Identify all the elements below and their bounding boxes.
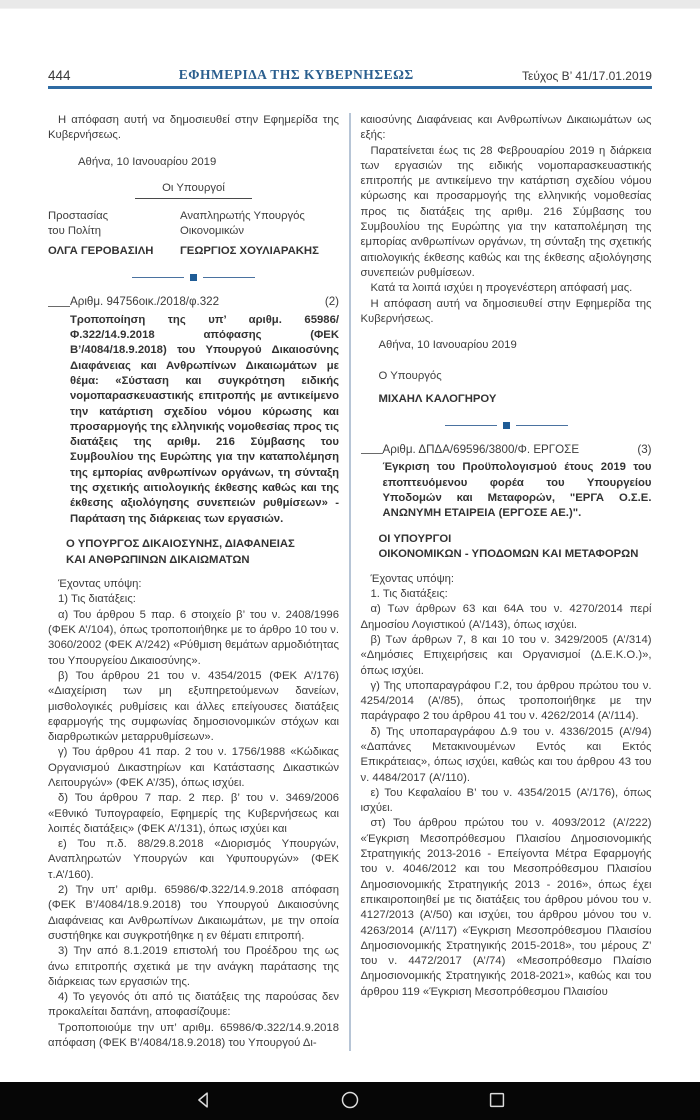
paragraph: Η απόφαση αυτή να δημοσιευθεί στην Εφημερίδα της Κυβερνήσεως. (48, 114, 339, 142)
paragraph: γ) Του άρθρου 41 παρ. 2 του ν. 1756/1988 «Κώδικας Οργανισμού Δικαστηρίων και Κατάστασης Δικαστικών Λειτουργών» (ΦΕΚ Α’/35), όπως ισχύει. (48, 746, 339, 789)
paragraph: Παρατείνεται έως τις 28 Φεβρουαρίου 2019 η διάρκεια των εργασιών της ειδικής νομοπαρασκευαστικής επιτροπής με αντικείμενο την κατάρτιση σχεδίου νόμου κύρωσης και προσαρμογής της ελληνικής νομοθεσίας προς τις διατάξεις της αριθμ. 216 Σύμβασης του Συμβουλίου της Ευρώπης για την καταπολέμηση της εμπορίας ανθρωπίνων οργάνων, τη σύνταξη της σχετικής αιτιολογικής έκθεσης καθώς και της έκθεσης αξιολόγησης συνεπειών ρυθμίσεων. (360, 144, 652, 279)
document-viewport[interactable] (0, 67, 700, 1051)
document-title: Τροποποίηση της υπ’ αριθμ. 65986/Φ.322/14.9.2018 απόφασης (ΦΕΚ Β’/4084/18.9.2018) του Υπουργού Δικαιοσύνης Διαφάνειας και Ανθρωπίνων Δικαιωμάτων με θέμα: «Σύσταση και συγκρότηση ειδικής νομοπαρασκευαστικής επιτροπής με αντικείμενο την κατάρτιση σχεδίου νόμου κύρωσης και προσαρμογής της ελληνικής νομοθεσίας προς τις διατάξεις της αριθμ. 216 Σύμβασης του Συμβουλίου της Ευρώπης για την καταπολέμηση της εμπορίας ανθρωπίνων οργάνων, τη σύνταξη της σχετικής αιτιολογικής έκθεσης καθώς και της έκθεσης αξιολόγησης συνεπειών ρυθμίσεων» - Παράταση της διάρκειας των εργασιών. (70, 313, 339, 525)
paragraph: στ) Του άρθρου πρώτου του ν. 4093/2012 (Α’/222) «Έγκριση Μεσοπρόθεσμου Πλαισίου Δημοσιονομικής Στρατηγικής 2013-2016 - Επείγοντα Μέτρα Εφαρμογής του ν. 4046/2012 και του Μεσοπρόθεσμου Πλαισίου Δημοσιονομικής Στρατηγικής 2013 - 2016», όπως έχει επικαιροποιηθεί με τις διατάξεις του άρθρου μόνου του ν. 4127/2013 (Α’/50) και ισχύει, του άρθρου μόνου του ν. 4263/2014 (Α’/117) «Έγκριση Μεσοπρόθεσμου Πλαισίου Δημοσιονομικής Στρατηγικής 2015-2018», του μέρους Ζ’ του ν. 4472/2017 (Α’/74) «Μεσοπρόθεσμο Πλαίσιο Δημοσιονομικής Στρατηγικής 2018-2021», καθώς και του άρθρου 119 «Έγκριση Μεσοπρόθεσμου Πλαισίου (360, 817, 652, 998)
back-button[interactable] (192, 1089, 214, 1114)
document-number: Αριθμ. ΔΠΔΑ/69596/3800/Φ. ΕΡΓΟΣΕ (382, 443, 580, 457)
paragraph: α) Των άρθρων 63 και 64Α του ν. 4270/2014 περί Δημοσίου Λογιστικού (Α’/143), όπως ισχύει. (360, 603, 652, 631)
paragraph: 1. Τις διατάξεις: (370, 588, 448, 601)
paragraph: ε) Του π.δ. 88/29.8.2018 «Διορισμός Υπουργών, Αναπληρωτών Υπουργών και Υφυπουργών» (ΦΕΚ τ.Α’/160). (48, 838, 339, 881)
divider-square-icon (503, 422, 510, 429)
recents-button[interactable] (486, 1089, 508, 1114)
paragraph: Κατά τα λοιπά ισχύει η προγενέστερη απόφασή μας. (370, 282, 633, 295)
gazette-header (48, 67, 652, 83)
paragraph: ε) Του Κεφαλαίου Β’ του ν. 4354/2015 (Α’/176), όπως ισχύει. (360, 786, 652, 815)
paragraph: Η απόφαση αυτή να δημοσιευθεί στην Εφημερίδα της Κυβερνήσεως. (360, 297, 652, 325)
home-button[interactable] (339, 1089, 361, 1114)
document-index: (3) (637, 443, 652, 457)
document-number-line (48, 294, 339, 309)
issuing-authority: ΟΙ ΥΠΟΥΡΓΟΙ ΟΙΚΟΝΟΜΙΚΩΝ - ΥΠΟΔΟΜΩΝ ΚΑΙ ΜΕΤΑΦΟΡΩΝ (378, 532, 639, 561)
back-triangle-icon (192, 1089, 214, 1114)
signatory-role: Προστασίας του Πολίτη (48, 210, 109, 238)
divider-square-icon (190, 274, 197, 281)
section-divider (361, 422, 652, 429)
paragraph: β) Του άρθρου 21 του ν. 4354/2015 (ΦΕΚ Α’/176) «Διαχείριση των μη εξυπηρετούμενων δανείων, μισθολογικές ρυθμίσεις και άλλες επείγουσες διατάξεις εφαρμογής της συμφωνίας δημοσιονομικών στόχων και διαρθρωτικών μεταρρυθμίσεων». (48, 669, 339, 744)
paragraph: γ) Της υποπαραγράφου Γ.2, του άρθρου πρώτου του ν. 4254/2014 (Α’/85), όπως τροποποιήθηκε με την παράγραφο 2 του άρθρου 41 του ν. 4262/2014 (Α’/114). (360, 679, 652, 723)
page-number: 444 (48, 68, 71, 83)
status-bar (0, 0, 700, 9)
paragraph: 2) Την υπ’ αριθμ. 65986/Φ.322/14.9.2018 απόφαση (ΦΕΚ Β’/4084/18.9.2018) του Υπουργού Δικαιοσύνης Διαφάνειας και Ανθρωπίνων Δικαιωμάτων, με την οποία συστήθηκε και συγκροτήθηκε η εν θέματι επιτροπή. (48, 884, 339, 942)
right-column (361, 113, 652, 1051)
gazette-masthead: ΕΦΗΜΕΡΙΔΑ ΤΗΣ ΚΥΒΕΡΝΗΣΕΩΣ (178, 67, 414, 82)
issue-info: Τεύχος Β’ 41/17.01.2019 (521, 69, 652, 83)
signatory-name: ΜΙΧΑΗΛ ΚΑΛΟΓΗΡΟΥ (378, 392, 497, 405)
issuing-authority: Ο ΥΠΟΥΡΓΟΣ ΔΙΚΑΙΟΣΥΝΗΣ, ΔΙΑΦΑΝΕΙΑΣ ΚΑΙ ΑΝΘΡΩΠΙΝΩΝ ΔΙΚΑΙΩΜΑΤΩΝ (66, 537, 295, 566)
signatory-role: Αναπληρωτής Υπουργός Οικονομικών (180, 210, 305, 238)
paragraph: Έχοντας υπόψη: (58, 578, 142, 591)
signatory-name: ΓΕΩΡΓΙΟΣ ΧΟΥΛΙΑΡΑΚΗΣ (180, 245, 319, 258)
document-title: Έγκριση του Προϋπολογισμού έτους 2019 του εποπτευόμενου φορέα του Υπουργείου Υποδομών και Μεταφορών, "ΕΡΓΑ Ο.Σ.Ε. ΑΝΩΝΥΜΗ ΕΤΑΙΡΕΙΑ (ΕΡΓΟΣΕ ΑΕ.)". (382, 461, 652, 520)
header-rule (48, 86, 652, 89)
recents-square-icon (486, 1089, 508, 1114)
paragraph: 4) Το γεγονός ότι από τις διατάξεις της παρούσας δεν προκαλείται δαπάνη, αποφασίζουμε: (48, 991, 339, 1019)
date-line: Αθήνα, 10 Ιανουαρίου 2019 (78, 155, 217, 168)
signatory-role: Ο Υπουργός (378, 370, 442, 383)
signature-block (48, 209, 339, 259)
column-divider (349, 113, 351, 1051)
document-index: (2) (324, 295, 339, 309)
two-column-text (48, 113, 652, 1051)
paragraph: β) Των άρθρων 7, 8 και 10 του ν. 3429/2005 (Α’/314) «Δημόσιες Επιχειρήσεις και Οργανισμοί (Δ.Ε.Κ.Ο.)», όπως ισχύει. (360, 633, 652, 677)
ministers-heading: Οι Υπουργοί (48, 181, 339, 199)
paragraph: 3) Την από 8.1.2019 επιστολή του Προέδρου της ως άνω επιτροπής σχετικά με την ανάγκη παράτασης της διάρκειας των εργασιών της. (48, 945, 339, 988)
paragraph: δ) Της υποπαραγράφου Δ.9 του ν. 4336/2015 (Α’/94) «Δαπάνες Μετακινουμένων Εντός και Εκτός Επικράτειας», όπως ισχύει, καθώς και του άρθρου 43 του ν. 4484/2017 (Α’/110). (360, 725, 652, 784)
paragraph: 1) Τις διατάξεις: (58, 593, 136, 606)
left-column (48, 113, 339, 1051)
date-line: Αθήνα, 10 Ιανουαρίου 2019 (378, 339, 517, 352)
signatory (180, 209, 339, 259)
paragraph: δ) Του άρθρου 7 παρ. 2 περ. β’ του ν. 3469/2006 «Εθνικό Τυπογραφείο, Εφημερίς της Κυβερνήσεως και λοιπές διατάξεις» (ΦΕΚ Α’/131), όπως ισχύει και (48, 792, 339, 835)
signatory (48, 209, 180, 259)
android-navbar (0, 1082, 700, 1120)
document-number-line (361, 442, 652, 457)
section-divider (48, 274, 339, 281)
paragraph: Έχοντας υπόψη: (370, 572, 455, 585)
document-number: Αριθμ. 94756οικ./2018/φ.322 (70, 295, 220, 309)
paragraph: καιοσύνης Διαφάνειας και Ανθρωπίνων Δικαιωμάτων ως εξής: (360, 114, 652, 142)
paragraph: α) Του άρθρου 5 παρ. 6 στοιχείο β’ του ν. 2408/1996 (ΦΕΚ Α’/104), όπως τροποποιήθηκε με το άρθρο 10 του ν. 3060/2002 (ΦΕΚ Α’/242) «Ρύθμιση θεμάτων αρμοδιότητας του Υπουργείου Δικαιοσύνης». (48, 608, 339, 667)
paragraph: Τροποποιούμε την υπ’ αριθμ. 65986/Φ.322/14.9.2018 απόφαση (ΦΕΚ Β’/4084/18.9.2018) του Υπουργού Δι- (48, 1021, 339, 1050)
signatory-name: ΟΛΓΑ ΓΕΡΟΒΑΣΙΛΗ (48, 245, 154, 258)
home-circle-icon (339, 1089, 361, 1114)
